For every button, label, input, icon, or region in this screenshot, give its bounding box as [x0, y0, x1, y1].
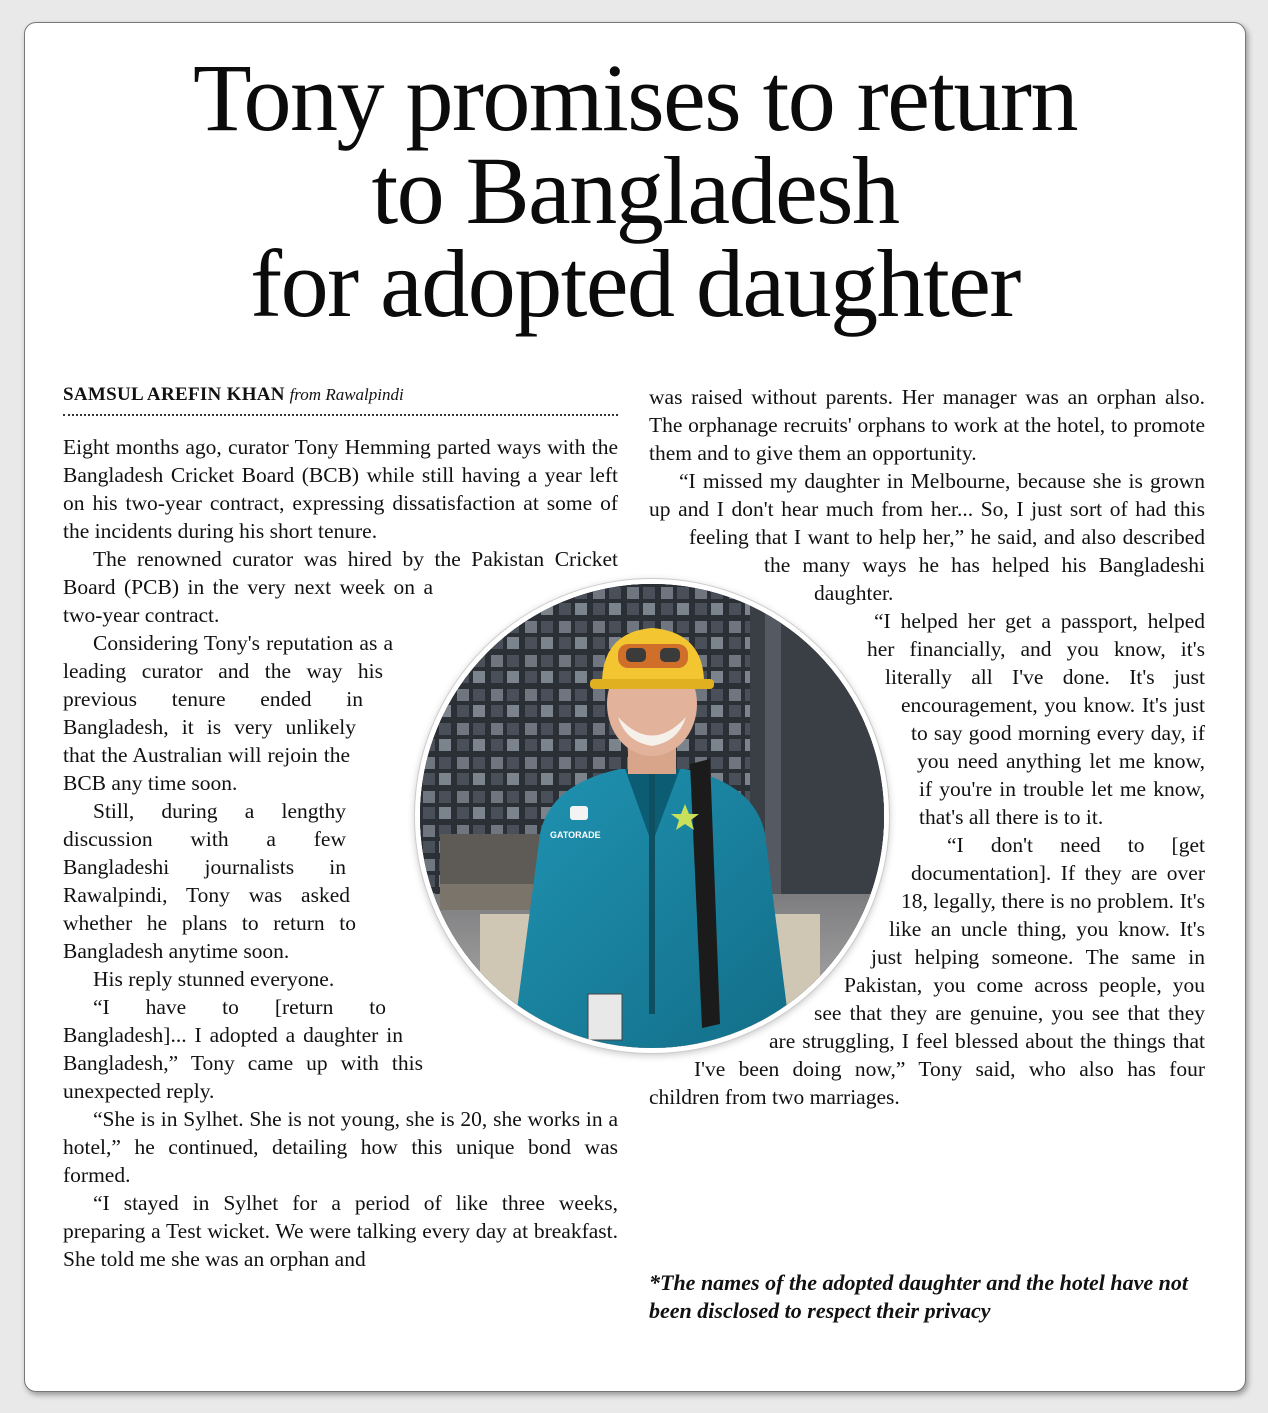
byline-divider	[63, 414, 618, 416]
headline-line-2: to Bangladesh	[371, 137, 899, 244]
paragraph: Considering Tony's reputation as a leading curator and the way his previous tenure ended in Bangladesh, it is very unlikely that the Australian will rejoin the BCB any time soon.	[63, 631, 393, 795]
article-card	[24, 22, 1246, 1392]
paragraph: Eight months ago, curator Tony Hemming parted ways with the Bangladesh Cricket Board (BCB) while still having a year left on his two-year contract, expressing dissatisfaction at some of the incidents during his short tenure.	[63, 435, 618, 543]
tony-photo	[415, 579, 889, 1053]
footnote: *The names of the adopted daughter and the hotel have not been disclosed to respect their privacy	[649, 1270, 1189, 1323]
paragraph: “I helped her get a passport, helped her financially, and you know, it's literally all I've done. It's just encouragement, you know. It's just to say good morning every day, if you need anything let me know, if you're in trouble let me know, that's all there is to it.	[867, 609, 1205, 829]
wrap-spacer	[649, 1055, 694, 1083]
byline-place: from Rawalpindi	[289, 385, 404, 404]
paragraph: “I missed my daughter in Melbourne, because she is grown up and I don't hear much from her... So, I just sort of had this feeling that I want to help her,” he said, and also described the many ways he has helped his Bangladeshi daughter.	[649, 469, 1205, 605]
wrap-spacer	[649, 523, 689, 551]
paragraph: Still, during a lengthy discussion with a few Bangladeshi journalists in Rawalpindi, Tony was asked whether he plans to return to Bangladesh anytime soon.	[63, 799, 356, 963]
byline-author: SAMSUL AREFIN KHAN	[63, 384, 285, 405]
wrap-spacer	[649, 551, 764, 579]
photo-illustration	[420, 584, 884, 1048]
headline-line-1: Tony promises to return	[193, 44, 1077, 151]
headline-line-3: for adopted daughter	[250, 230, 1020, 337]
paragraph: His reply stunned everyone.	[93, 967, 335, 991]
paragraph: “She is in Sylhet. She is not young, she is 20, she works in a hotel,” he continued, detailing how this unique bond was formed.	[63, 1107, 618, 1187]
jacket-logo-text: GATORADE	[550, 830, 601, 840]
byline	[63, 383, 404, 407]
paragraph: “I don't need to [get documentation]. If they are over 18, legally, there is no problem. It's like an uncle thing, you know. It's just helping someone. The same in Pakistan, you come across people, you see that they are genuine, you see that they are struggling, I feel blessed about the things that I've been doing now,” Tony said, who also has four children from two marriages.	[649, 833, 1205, 1109]
paragraph: “I stayed in Sylhet for a period of like three weeks, preparing a Test wicket. We were talking every day at breakfast. She told me she was an orphan and	[63, 1191, 618, 1271]
wrap-spacer	[458, 1055, 618, 1083]
paragraph: was raised without parents. Her manager was an orphan also. The orphanage recruits' orphans to work at the hotel, to promote them and to give them an opportunity.	[649, 385, 1205, 465]
paragraph: “I have to [return to Bangladesh]... I adopted a daughter in Bangladesh,” Tony came up with this unexpected reply.	[63, 995, 423, 1103]
headline	[25, 44, 1245, 337]
paragraph: The renowned curator was hired by the Pakistan Cricket Board (PCB) in the very next week on a two-year contract.	[63, 547, 618, 627]
